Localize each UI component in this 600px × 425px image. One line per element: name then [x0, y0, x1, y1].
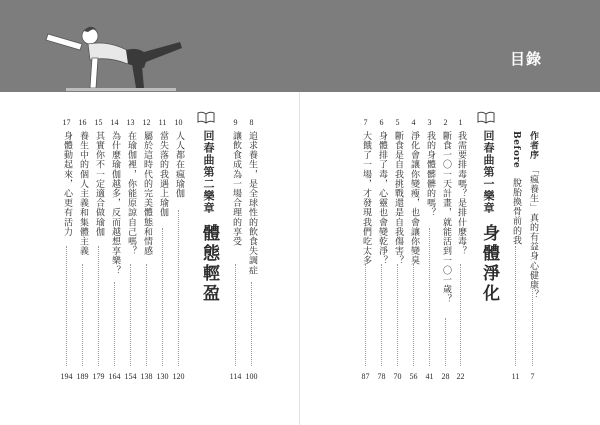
- chapter-label: 回春曲第二樂章: [202, 130, 215, 214]
- dot-leader: [146, 264, 147, 366]
- entry-number: 3: [427, 118, 432, 127]
- toc-entry[interactable]: [409, 118, 418, 386]
- entry-title: 其實你不一定適合做瑜伽: [94, 131, 104, 237]
- entry-number: 11: [158, 118, 167, 127]
- entry-number: 13: [126, 118, 135, 127]
- toc-entry-preface[interactable]: [528, 118, 537, 386]
- entry-title: 斷食是自我挑戰還是自我傷害？: [393, 131, 403, 266]
- page-number: 22: [456, 372, 465, 381]
- chapter-title: 體態輕盈: [199, 224, 219, 304]
- entry-title: 身體排了毒，心靈也會變乾淨？: [377, 131, 387, 266]
- entry-title: 斷食一〇一天計畫，就能活到一〇一歲？: [441, 131, 451, 304]
- entry-number: 8: [249, 118, 254, 127]
- entry-title: 讓飲食成為一場合理的享受: [231, 131, 241, 247]
- dot-leader: [397, 264, 398, 366]
- chapter-title: 身體淨化: [479, 224, 499, 304]
- dot-leader: [381, 264, 382, 366]
- page-number: 78: [377, 372, 386, 381]
- page-number: 11: [511, 372, 520, 381]
- dot-leader: [413, 264, 414, 366]
- toc-entry[interactable]: [393, 118, 402, 386]
- dot-leader: [66, 246, 67, 366]
- page-number: 138: [140, 372, 153, 381]
- dot-leader: [445, 318, 446, 366]
- toc-entry-before[interactable]: [511, 118, 520, 386]
- entry-title: 我的身體髒髒的嗎？: [425, 131, 435, 218]
- page-number: 194: [60, 372, 73, 381]
- toc-entry[interactable]: [441, 118, 450, 386]
- entry-title: 為什麼瑜伽越多，反而越想享樂？: [110, 131, 120, 275]
- chapter-label: 回春曲第一樂章: [482, 130, 495, 214]
- entry-number: 17: [62, 118, 71, 127]
- toc-entry[interactable]: [94, 118, 103, 386]
- toc-entry[interactable]: [361, 118, 370, 386]
- entry-number: 6: [379, 118, 384, 127]
- dot-leader: [98, 246, 99, 366]
- toc-entry[interactable]: [126, 118, 135, 386]
- page-number: 130: [156, 372, 169, 381]
- page-number: 154: [124, 372, 137, 381]
- entry-title: 我需要排毒嗎？是排什麼毒？: [456, 131, 466, 256]
- toc-entry[interactable]: [110, 118, 119, 386]
- entry-number: 10: [174, 118, 183, 127]
- page-number: 114: [229, 372, 242, 381]
- toc-entry[interactable]: [456, 118, 465, 386]
- entry-title: 淨化會讓你變瘦，也會讓你變臭: [409, 131, 419, 266]
- toc-entry[interactable]: [377, 118, 386, 386]
- dot-leader: [532, 278, 533, 366]
- toc-entry[interactable]: [142, 118, 151, 386]
- entry-number: 16: [78, 118, 87, 127]
- page-number: 70: [393, 372, 402, 381]
- dot-leader: [114, 282, 115, 366]
- page-number: 120: [172, 372, 185, 381]
- page-number: 87: [361, 372, 370, 381]
- page-number: 56: [409, 372, 418, 381]
- entry-number: 4: [411, 118, 416, 127]
- page-number: 28: [441, 372, 450, 381]
- page-number: 100: [245, 372, 258, 381]
- dot-leader: [515, 246, 516, 366]
- entry-title: 人人都在瘋瑜伽: [174, 131, 184, 199]
- entry-prefix: 作者序: [528, 131, 538, 160]
- entry-title: 身體動起來，心更有活力: [62, 131, 72, 237]
- toc-entry[interactable]: [174, 118, 183, 386]
- page-number: 189: [76, 372, 89, 381]
- entry-number: 7: [363, 118, 368, 127]
- open-book-icon: [477, 110, 495, 124]
- dot-leader: [82, 264, 83, 366]
- toc-title: 目錄: [510, 50, 543, 68]
- entry-number: 5: [395, 118, 400, 127]
- entry-title: 「瘋養生」真的有益身心健康？: [528, 169, 538, 300]
- entry-number: 12: [142, 118, 151, 127]
- dot-leader: [130, 264, 131, 366]
- entry-title: 脫胎換骨前的我: [511, 177, 521, 246]
- dot-leader: [251, 282, 252, 366]
- toc-entry[interactable]: [231, 118, 240, 386]
- open-book-icon: [197, 110, 215, 124]
- entry-title: 在瑜伽裡，你能原諒自己嗎？: [126, 131, 136, 256]
- entry-number: 14: [110, 118, 119, 127]
- dot-leader: [429, 228, 430, 366]
- dot-leader: [235, 264, 236, 366]
- dot-leader: [460, 264, 461, 366]
- page-number: 41: [425, 372, 434, 381]
- dot-leader: [162, 228, 163, 366]
- entry-title: 屬於這時代的完美體態和情感: [142, 131, 152, 256]
- toc-entry[interactable]: [247, 118, 256, 386]
- toc-entry[interactable]: [158, 118, 167, 386]
- entry-number: 2: [443, 118, 448, 127]
- entry-title: 追求養生，是全球性的飲食失調症: [247, 131, 257, 275]
- entry-title: 養生中的個人主義和集體主義: [78, 131, 88, 256]
- yoga-pose-illustration: [40, 6, 190, 92]
- dot-leader: [365, 264, 366, 366]
- toc-entry[interactable]: [425, 118, 434, 386]
- entry-number: 15: [94, 118, 103, 127]
- page-spine: [299, 92, 300, 425]
- toc-entry[interactable]: [62, 118, 71, 386]
- entry-title: 當失落的我遇上瑜伽: [158, 131, 168, 218]
- entry-prefix: Before: [511, 131, 521, 169]
- dot-leader: [178, 210, 179, 366]
- entry-title: 大餓了一場，才發現我們吃太多: [361, 131, 371, 266]
- page-number: 179: [92, 372, 105, 381]
- page-number: 7: [530, 372, 535, 381]
- entry-number: 1: [458, 118, 463, 127]
- toc-entry[interactable]: [78, 118, 87, 386]
- entry-number: 9: [233, 118, 238, 127]
- page-number: 164: [108, 372, 121, 381]
